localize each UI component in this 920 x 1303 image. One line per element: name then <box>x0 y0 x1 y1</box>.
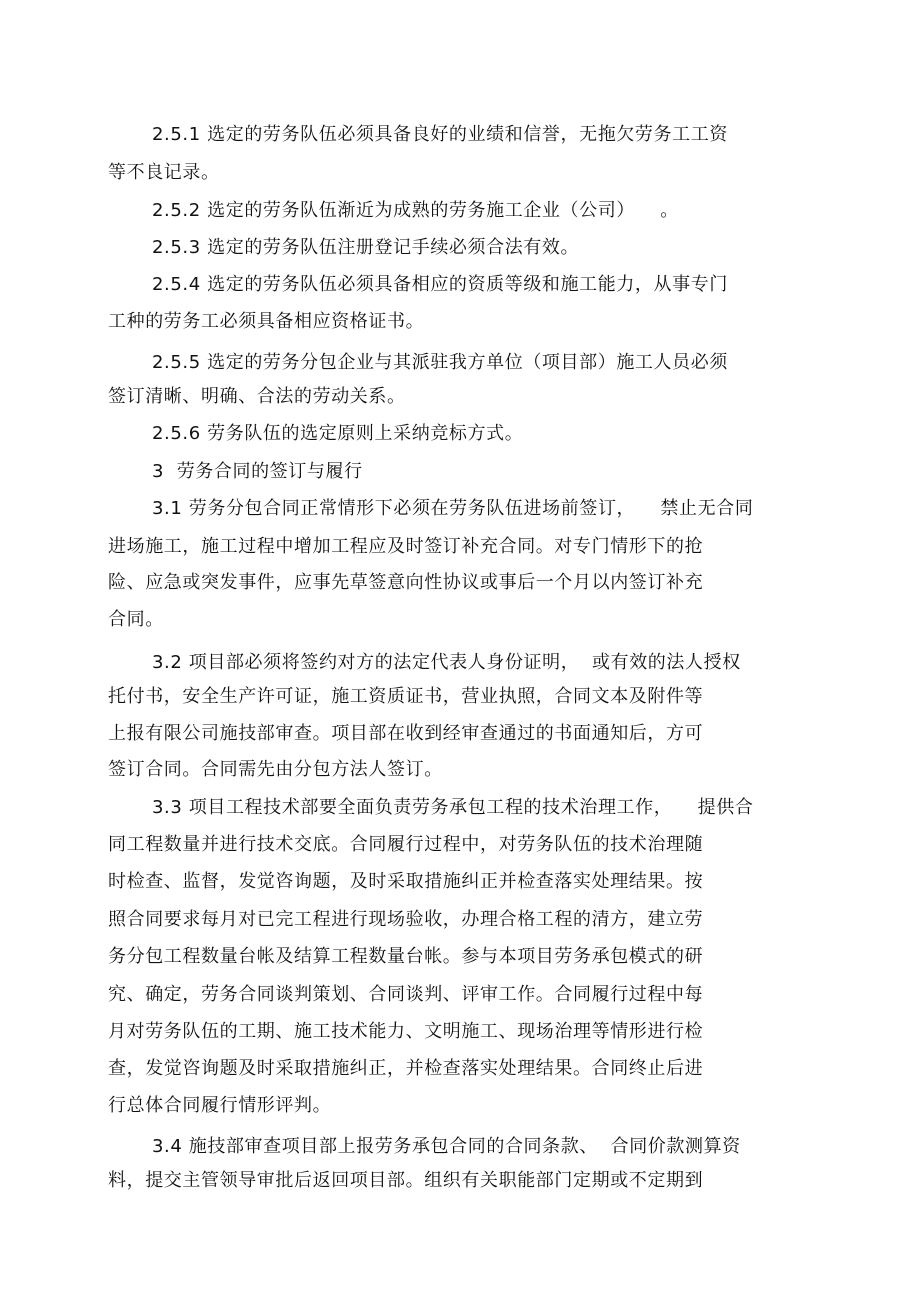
text-line: 3.3 项目工程技术部要全面负责劳务承包工程的技术治理工作， 提供合 <box>152 797 754 818</box>
text-line: 同工程数量并进行技术交底。合同履行过程中，对劳务队伍的技术治理随 <box>108 834 704 855</box>
text-line: 签订清晰、明确、合法的劳动关系。 <box>108 386 406 407</box>
text-line: 等不良记录。 <box>108 162 220 183</box>
text-line: 2.5.2 选定的劳务队伍渐近为成熟的劳务施工企业（公司） 。 <box>152 200 679 221</box>
text-line: 托付书，安全生产许可证，施工资质证书，营业执照，合同文本及附件等 <box>108 686 704 707</box>
text-line: 行总体合同履行情形评判。 <box>108 1095 332 1116</box>
text-line: 月对劳务队伍的工期、施工技术能力、文明施工、现场治理等情形进行检 <box>108 1021 704 1042</box>
text-line: 查，发觉咨询题及时采取措施纠正，并检查落实处理结果。合同终止后进 <box>108 1058 704 1079</box>
text-line: 3.4 施技部审查项目部上报劳务承包合同的合同条款、 合同价款测算资 <box>152 1136 741 1157</box>
text-line: 2.5.1 选定的劳务队伍必须具备良好的业绩和信誉，无拖欠劳务工工资 <box>152 124 728 145</box>
text-line: 险、应急或突发事件，应事先草签意向性协议或事后一个月以内签订补充 <box>108 572 704 593</box>
text-line: 究、确定，劳务合同谈判策划、合同谈判、评审工作。合同履行过程中每 <box>108 984 704 1005</box>
text-line: 工种的劳务工必须具备相应资格证书。 <box>108 311 425 332</box>
text-line: 照合同要求每月对已完工程进行现场验收，办理合格工程的清方，建立劳 <box>108 909 704 930</box>
text-line: 上报有限公司施技部审查。项目部在收到经审查通过的书面通知后，方可 <box>108 723 704 744</box>
text-line: 2.5.6 劳务队伍的选定原则上采纳竞标方式。 <box>152 423 524 444</box>
text-line: 2.5.3 选定的劳务队伍注册登记手续必须合法有效。 <box>152 237 580 258</box>
text-line: 2.5.4 选定的劳务队伍必须具备相应的资质等级和施工能力，从事专门 <box>152 274 728 295</box>
text-line: 签订合同。合同需先由分包方法人签订。 <box>108 759 443 780</box>
text-line: 2.5.5 选定的劳务分包企业与其派驻我方单位（项目部）施工人员必须 <box>152 352 728 373</box>
text-line: 务分包工程数量台帐及结算工程数量台帐。参与本项目劳务承包模式的研 <box>108 946 704 967</box>
text-line: 3.2 项目部必须将签约对方的法定代表人身份证明， 或有效的法人授权 <box>152 652 741 673</box>
section-heading: 3 劳务合同的签订与履行 <box>152 461 363 482</box>
text-line: 合同。 <box>108 609 164 630</box>
text-line: 料，提交主管领导审批后返回项目部。组织有关职能部门定期或不定期到 <box>108 1170 704 1191</box>
text-line: 进场施工，施工过程中增加工程应及时签订补充合同。对专门情形下的抢 <box>108 536 704 557</box>
text-line: 时检查、监督，发觉咨询题，及时采取措施纠正并检查落实处理结果。按 <box>108 871 704 892</box>
text-line: 3.1 劳务分包合同正常情形下必须在劳务队伍进场前签订， 禁止无合同 <box>152 498 754 519</box>
